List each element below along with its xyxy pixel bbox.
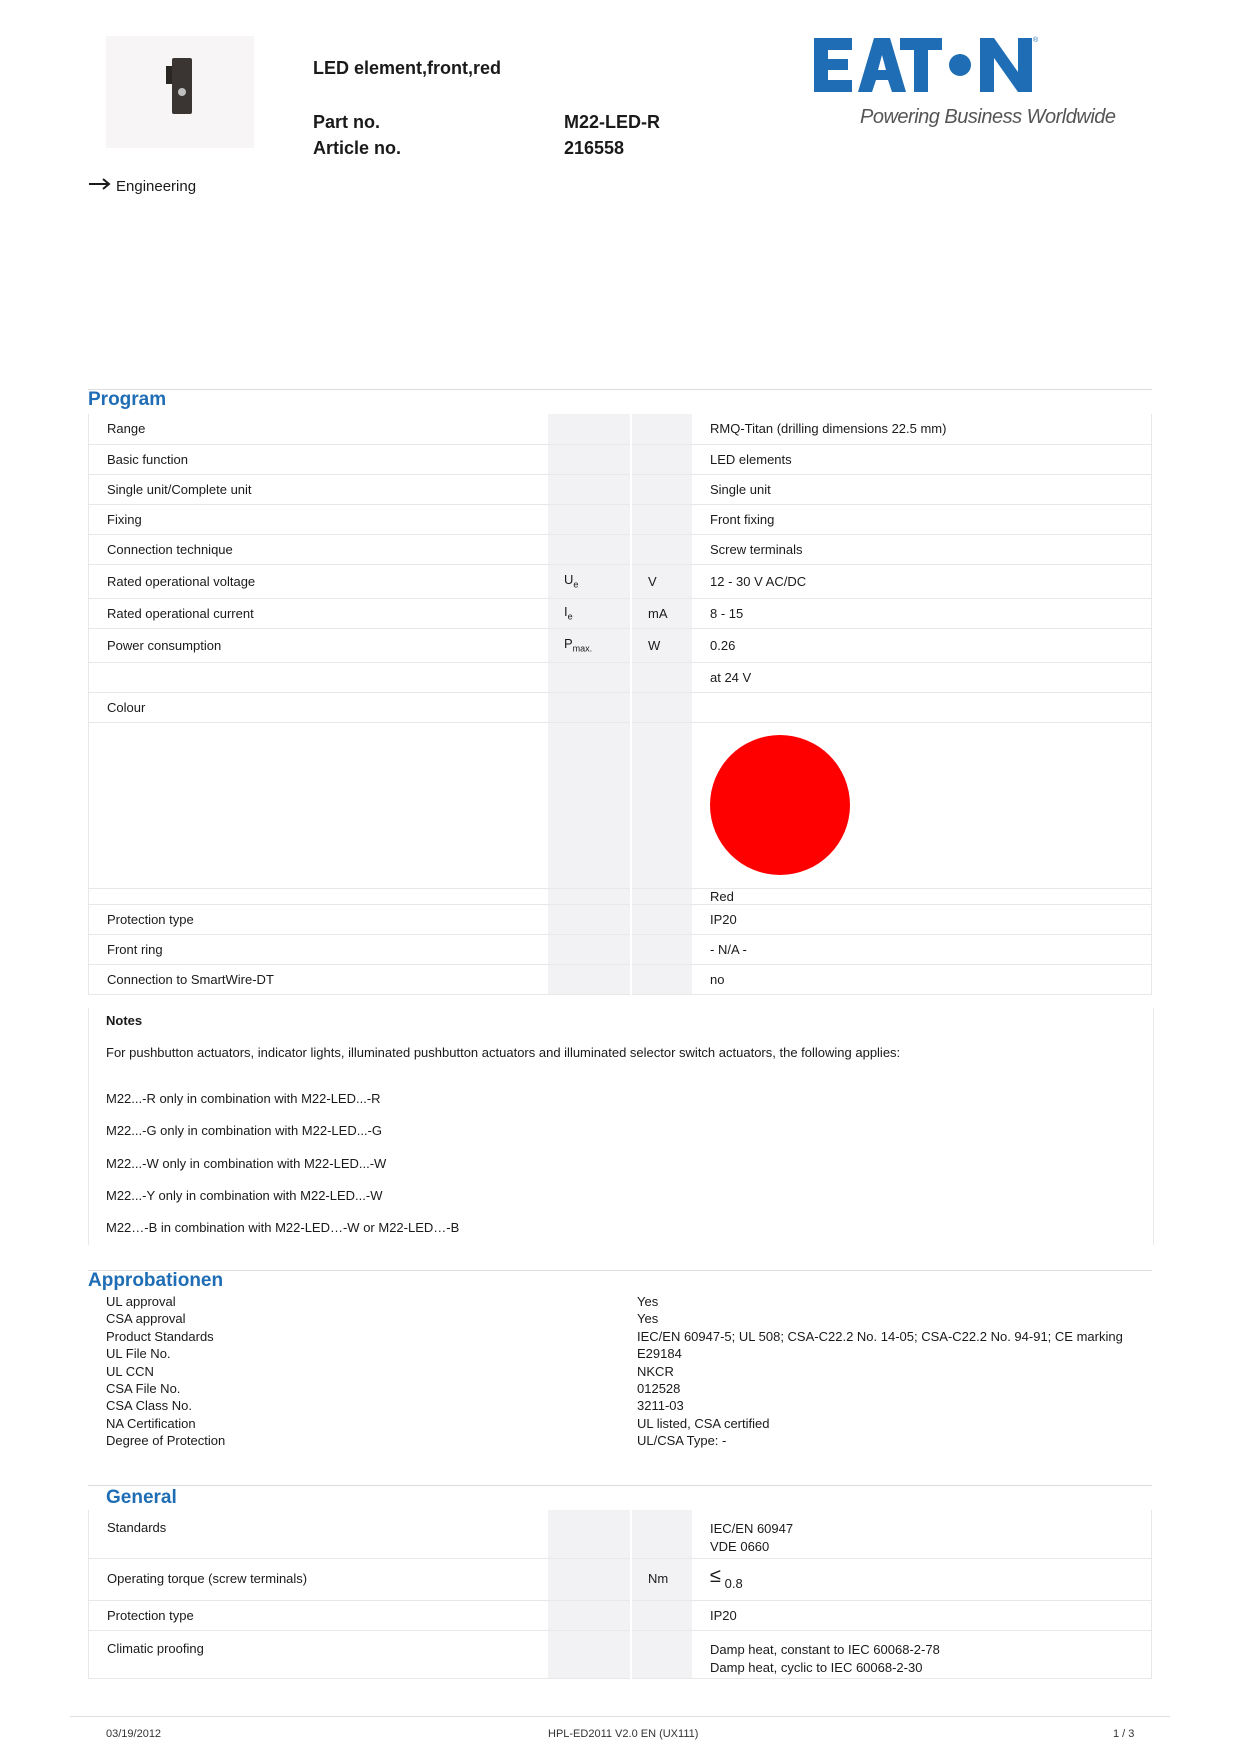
row-symbol <box>548 598 631 628</box>
table-row <box>89 662 1152 692</box>
row-unit: W <box>631 628 692 662</box>
table-row <box>89 504 1152 534</box>
row-unit <box>631 692 692 722</box>
table-row <box>89 474 1152 504</box>
footer-page: 1 / 3 <box>1113 1728 1135 1740</box>
row-label: Standards <box>89 1510 549 1558</box>
notes-title: Notes <box>106 1013 143 1028</box>
general-table <box>88 1510 1152 1679</box>
row-symbol-subscript: e <box>567 611 573 622</box>
row-unit <box>631 1600 692 1630</box>
approval-value: 3211-03 <box>637 1398 684 1414</box>
engineering-link-label: Engineering <box>116 177 197 195</box>
approval-value: 012528 <box>637 1381 681 1396</box>
row-label: Rated operational current <box>89 598 549 628</box>
row-symbol <box>548 504 631 534</box>
row-unit: V <box>631 564 692 598</box>
row-label: Operating torque (screw terminals) <box>89 1558 549 1600</box>
row-label: Protection type <box>89 904 549 934</box>
row-symbol-text: I <box>564 604 568 620</box>
row-unit: mA <box>631 598 692 628</box>
row-symbol <box>548 474 631 504</box>
row-label <box>89 888 549 904</box>
table-row <box>89 888 1152 904</box>
row-unit <box>631 964 692 994</box>
table-row <box>89 1600 1152 1630</box>
row-unit <box>631 934 692 964</box>
row-unit <box>631 1630 692 1678</box>
approval-value: E29184 <box>637 1346 682 1362</box>
table-row <box>89 1510 1152 1558</box>
row-unit <box>631 414 692 444</box>
row-unit <box>631 474 692 504</box>
note-line: M22...-R only in combination with M22-LED...-R <box>106 1091 381 1106</box>
approval-label: Product Standards <box>106 1328 214 1344</box>
general-section-title: General <box>106 1487 177 1508</box>
row-value: Screw terminals <box>692 534 1152 564</box>
less-equal-symbol: ≤ <box>710 1564 721 1587</box>
row-symbol-text: P <box>564 636 573 652</box>
footer-rule <box>70 1716 1170 1717</box>
row-unit <box>631 444 692 474</box>
row-label: Rated operational voltage <box>89 564 549 598</box>
approval-value: NKCR <box>637 1363 674 1379</box>
row-unit <box>631 504 692 534</box>
row-value: Front fixing <box>692 504 1152 534</box>
program-section-title: Program <box>88 389 167 410</box>
arrow-right-icon <box>88 177 112 195</box>
row-label: Colour <box>89 692 549 722</box>
note-line: For pushbutton actuators, indicator lights, illuminated pushbutton actuators and illuminated selector switch actuators, the following applies: <box>106 1045 901 1060</box>
table-row <box>89 692 1152 722</box>
row-value: 12 - 30 V AC/DC <box>692 564 1152 598</box>
part-no-label: Part no. <box>313 112 381 132</box>
row-value: IEC/EN 60947 <box>710 1521 794 1536</box>
approbationen-rule <box>88 1270 1152 1271</box>
row-value: Single unit <box>692 474 1152 504</box>
table-row <box>89 934 1152 964</box>
article-no-value: 216558 <box>564 138 625 158</box>
table-row <box>89 444 1152 474</box>
row-value <box>692 692 1152 722</box>
row-symbol <box>548 444 631 474</box>
article-no-label: Article no. <box>313 138 402 158</box>
row-unit <box>631 1510 692 1558</box>
engineering-link[interactable] <box>88 177 196 195</box>
colour-swatch-row <box>89 722 1152 888</box>
row-symbol <box>548 934 631 964</box>
table-row <box>89 628 1152 662</box>
row-label: Climatic proofing <box>89 1630 549 1678</box>
approval-value: UL listed, CSA certified <box>637 1415 770 1431</box>
product-title: LED element,front,red <box>313 58 502 78</box>
row-label: Connection to SmartWire-DT <box>89 964 549 994</box>
approval-label: NA Certification <box>106 1415 196 1431</box>
note-line: M22...-Y only in combination with M22-LED...-W <box>106 1188 383 1203</box>
colour-swatch <box>710 735 850 875</box>
product-thumbnail <box>106 36 254 148</box>
row-value: IP20 <box>692 904 1152 934</box>
table-row <box>89 1630 1152 1678</box>
row-value: 8 - 15 <box>692 598 1152 628</box>
approval-value: UL/CSA Type: - <box>637 1433 727 1449</box>
approval-value: Yes <box>637 1311 659 1327</box>
row-symbol-text: U <box>564 572 574 588</box>
row-value: IP20 <box>692 1600 1152 1630</box>
eaton-logo <box>814 28 1039 102</box>
note-line: M22...-W only in combination with M22-LED...-W <box>106 1156 387 1171</box>
row-label <box>89 662 549 692</box>
approval-value: Yes <box>637 1294 659 1309</box>
row-symbol <box>548 888 631 904</box>
part-no-value: M22-LED-R <box>564 112 661 132</box>
footer-date: 03/19/2012 <box>106 1728 162 1740</box>
row-label: Single unit/Complete unit <box>89 474 549 504</box>
row-symbol <box>548 964 631 994</box>
approval-label: UL approval <box>106 1294 176 1309</box>
svg-text:®: ® <box>1033 37 1039 44</box>
program-rule <box>88 389 1152 390</box>
row-label: Power consumption <box>89 628 549 662</box>
logo-tagline: Powering Business Worldwide <box>860 106 1116 128</box>
row-value: LED elements <box>692 444 1152 474</box>
row-symbol <box>548 564 631 598</box>
row-unit <box>631 662 692 692</box>
approbationen-section-title: Approbationen <box>88 1270 224 1291</box>
row-symbol-subscript: e <box>573 579 579 590</box>
table-row <box>89 904 1152 934</box>
row-value: Damp heat, constant to IEC 60068-2-78 <box>710 1641 940 1657</box>
row-value: Red <box>692 888 1152 904</box>
table-row <box>89 564 1152 598</box>
row-value: at 24 V <box>692 662 1152 692</box>
row-label: Fixing <box>89 504 549 534</box>
row-value: - N/A - <box>692 934 1152 964</box>
approval-value: IEC/EN 60947-5; UL 508; CSA-C22.2 No. 14-05; CSA-C22.2 No. 94-91; CE marking <box>637 1328 1123 1344</box>
row-value: 0.26 <box>692 628 1152 662</box>
row-symbol <box>548 662 631 692</box>
note-line: M22…-B in combination with M22-LED…-W or M22-LED…-B <box>106 1220 460 1235</box>
approval-label: CSA Class No. <box>106 1398 192 1414</box>
table-row <box>89 414 1152 444</box>
led-element-image <box>172 58 192 114</box>
row-symbol <box>548 534 631 564</box>
row-symbol <box>548 692 631 722</box>
table-row <box>89 598 1152 628</box>
approval-label: Degree of Protection <box>106 1433 226 1449</box>
row-value: 0.8 <box>724 1575 743 1591</box>
row-label: Range <box>89 414 549 444</box>
row-symbol <box>548 904 631 934</box>
row-label: Front ring <box>89 934 549 964</box>
general-rule <box>88 1485 1152 1486</box>
row-unit <box>631 904 692 934</box>
row-label: Connection technique <box>89 534 549 564</box>
approval-label: CSA File No. <box>106 1381 181 1396</box>
table-row <box>89 534 1152 564</box>
row-unit <box>631 888 692 904</box>
approval-label: UL CCN <box>106 1363 154 1379</box>
table-row <box>89 964 1152 994</box>
row-label: Protection type <box>89 1600 549 1630</box>
row-label: Basic function <box>89 444 549 474</box>
row-value-2: Damp heat, cyclic to IEC 60068-2-30 <box>710 1659 923 1675</box>
row-symbol-subscript: max. <box>572 643 593 654</box>
row-symbol <box>548 414 631 444</box>
approval-label: UL File No. <box>106 1346 171 1362</box>
note-line: M22...-G only in combination with M22-LED...-G <box>106 1123 382 1138</box>
row-value: RMQ-Titan (drilling dimensions 22.5 mm) <box>692 414 1152 444</box>
row-unit <box>631 534 692 564</box>
row-unit: Nm <box>631 1558 692 1600</box>
table-row <box>89 1558 1152 1600</box>
row-value: no <box>692 964 1152 994</box>
program-table <box>88 414 1152 995</box>
approval-label: CSA approval <box>106 1311 186 1327</box>
footer-doc-id: HPL-ED2011 V2.0 EN (UX111) <box>548 1728 699 1740</box>
row-symbol <box>548 628 631 662</box>
row-value-2: VDE 0660 <box>710 1539 770 1554</box>
